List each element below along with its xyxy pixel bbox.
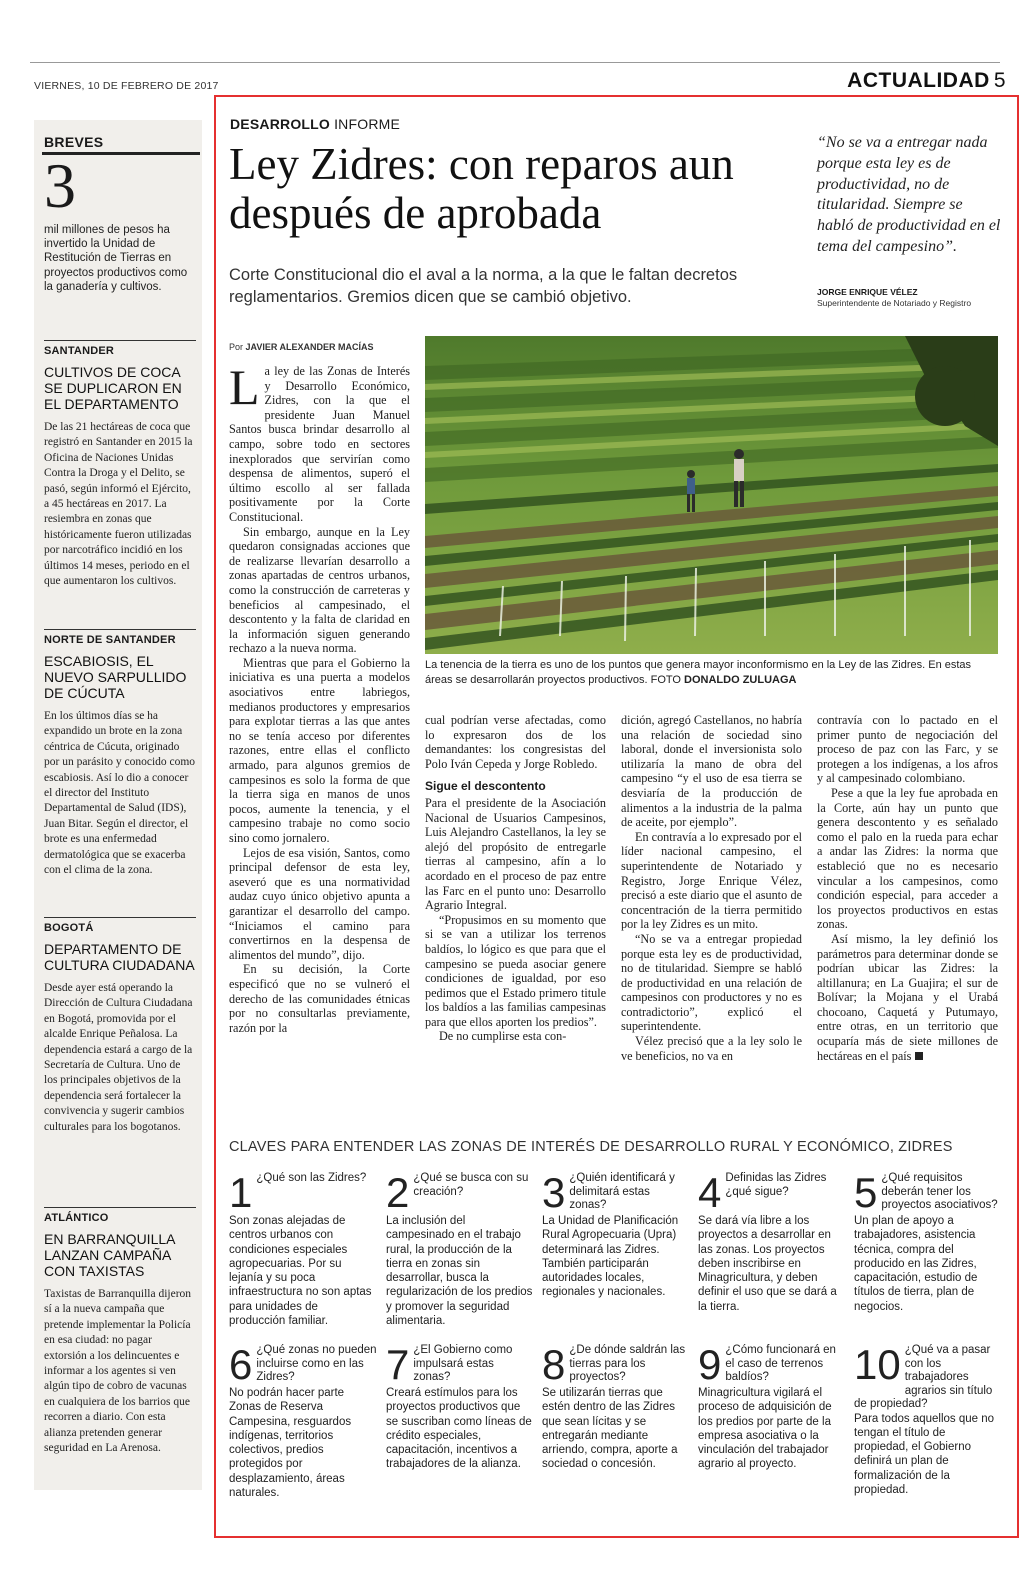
clave-item (542, 1341, 690, 1472)
brief-headline: DEPARTAMENTO DE CULTURA CIUDADANA (44, 941, 195, 973)
article-paragraph: Sin embargo, aunque en la Ley quedaron consignadas acciones que de realizarse llevarían desarrollo a zonas apartadas de centros urbanos, como la construcción de carreteras y beneficios al campesinado, el descontento y la falta de claridad en la información siguen generando rechazo a la nueva norma. (229, 524, 410, 656)
photo-credit-name: DONALDO ZULUAGA (684, 673, 797, 686)
end-mark-icon (915, 1052, 923, 1060)
clave-answer: La inclusión del campesinado en el trabajo rural, la producción de la tierra en zonas sin desarrollar, busca la regularización de los predios y promover la seguridad alimentaria. (386, 1215, 533, 1328)
article-column-1 (229, 359, 410, 1109)
clave-answer: Son zonas alejadas de centros urbanos con condiciones especiales agropecuarias. Por su lejanía y su poca infraestructura no son aptas para unidades de producción familiar. (229, 1215, 372, 1328)
dateline: VIERNES, 10 DE FEBRERO DE 2017 (34, 80, 219, 92)
article-subhead: Sigue el descontento (425, 779, 546, 794)
brief-item (44, 1207, 196, 1456)
clave-item (698, 1341, 846, 1472)
clave-item (229, 1341, 377, 1500)
photo-caption (425, 658, 998, 687)
article-paragraph: En su decisión, la Corte especificó que no se vulneró el derecho de las comunidades étnicas por no consultarlas previamente, razón por la (229, 962, 410, 1035)
clave-item (229, 1169, 377, 1328)
brief-item (44, 340, 196, 589)
clave-number: 3 (542, 1169, 566, 1216)
clave-answer: La Unidad de Planificación Rural Agropecuaria (Upra) determinará las Zidres. También participarán autoridades locales, regionales y nacionales. (542, 1215, 679, 1299)
article-paragraph: Mientras que para el Gobierno la iniciativa es una puerta a modelos asociativos entre labriegos, medianos productores y empresarios para explotar tierras a las que antes no se tenía acceso por diferentes razones, entre ellas el conflicto armado, para algunos gremios de campesinos es solo la forma de que la tierra siga en manos de unos pocos, aumente la tenencia, y el campesino trabaje no como socio sino como jornalero. (229, 655, 410, 845)
article-paragraph: Vélez precisó que a la ley solo le ve beneficios, no va en (621, 1034, 802, 1063)
pull-quote-title: Superintendente de Notariado y Registro (817, 298, 972, 308)
kicker-type: INFORME (334, 116, 401, 132)
article-paragraph: Pese a que la ley fue aprobada en la Corte, aún hay un punto que genera descontento y es señalado como el palo en la rueda para echar a andar las Zidres: la norma que estableció que no es necesario vincular a los campesinos, como condición especial, para acceder a los proyectos productivos en estas zonas. (817, 785, 998, 932)
briefs-column (34, 120, 202, 1490)
byline-name: JAVIER ALEXANDER MACÍAS (245, 342, 374, 352)
article-paragraph: Para el presidente de la Asociación Nacional de Usuarios Campesinos, Luis Alejandro Castellanos, la ley se alejó del propósito de entregarle tierras al campesino, afín a lo acordado en el proceso de paz entre las Farc en el punto uno: Desarrollo Agrario Integral. (425, 795, 606, 913)
clave-number: 7 (386, 1341, 410, 1388)
pull-quote: “No se va a entregar nada porque esta ley es de productividad, no de titularidad. Siempre se habló de productividad en el tema del campesino”. (817, 134, 1001, 255)
clave-number: 2 (386, 1169, 410, 1216)
claves-title: CLAVES PARA ENTENDER LAS ZONAS DE INTERÉS DE DESARROLLO RURAL Y ECONÓMICO, ZIDRES (229, 1139, 953, 1155)
brief-body: Desde ayer está operando la Dirección de Cultura Ciudadana en Bogotá, promovida por el alcalde Enrique Peñalosa. La dependencia estará a cargo de la Secretaría de Cultura. Uno de los principales objetivos de la dependencia será fortalecer la convivencia y sugerir cambios culturales para los bogotanos. (44, 982, 193, 1133)
brief-body: En los últimos días se ha expandido un brote en la zona céntrica de Cúcuta, originado por un parásito y conocido como escabiosis. Así lo dio a conocer el director del Instituto Departamental de Salud (IDS), Juan Bitar. Según el director, el brote es una enfermedad dermatológica que se exacerba con el clima de la zona. (44, 710, 196, 877)
brief-item (44, 917, 196, 1135)
brief-headline: CULTIVOS DE COCA SE DUPLICARON EN EL DEPARTAMENTO (44, 364, 182, 412)
drop-cap: L (229, 359, 260, 415)
photo-credit-label: FOTO (650, 673, 681, 686)
article-headline: Ley Zidres: con reparos aun después de aprobada (229, 139, 734, 238)
clave-question: ¿Qué zonas no pueden incluirse como en las Zidres? (256, 1344, 377, 1383)
clave-answer: Un plan de apoyo a trabajadores, asistencia técnica, compra del producido en las Zidres, capacitación, estudio de títulos de tierra, plan de negocios. (854, 1215, 978, 1313)
clave-number: 6 (229, 1341, 253, 1388)
clave-number: 4 (698, 1169, 722, 1216)
clave-question: ¿De dónde saldrán las tierras para los proyectos? (569, 1344, 686, 1383)
briefs-figure-text: mil millones de pesos ha invertido la Unidad de Restitución de Tierras en proyectos productivos como la ganadería y cultivos. (44, 224, 188, 293)
brief-region: ATLÁNTICO (44, 1207, 196, 1224)
clave-item (386, 1341, 534, 1472)
briefs-figure: 3 (44, 150, 76, 221)
brief-body: De las 21 hectáreas de coca que registró en Santander en 2015 la Oficina de Naciones Unidas Contra la Droga y el Delito, se pasó, según informó el Ejército, a 45 hectáreas en 2017. La resiembra en zonas que históricamente fueron utilizadas por narcotráfico incidió en los últimos 14 meses, periodo en el que aumentaron los cultivos. (44, 421, 193, 588)
brief-region: SANTANDER (44, 340, 196, 357)
clave-item (386, 1169, 534, 1328)
byline (229, 342, 374, 352)
clave-answer: No podrán hacer parte Zonas de Reserva Campesina, resguardos indígenas, territorios colectivos, predios protegidos por desplazamiento, áreas naturales. (229, 1387, 352, 1500)
clave-question: Definidas las Zidres ¿qué sigue? (725, 1172, 827, 1198)
article-paragraph: a ley de las Zonas de Interés y Desarrollo Económico, Zidres, con la que el presidente Juan Manuel Santos busca brindar desarrollo al campo, sobre todo en sectores inexplorados que servirían como despensa de alimentos, superó el último escollo al ser fallada positivamente por la Corte Constitucional. (229, 364, 410, 524)
briefs-title: BREVES (44, 134, 104, 150)
article-deck: Corte Constitucional dio el aval a la norma, a la que le faltan decretos reglamentarios. Gremios dicen que se cambió objetivo. (229, 266, 738, 306)
article-column-4 (817, 713, 998, 1108)
clave-answer: Se dará vía libre a los proyectos a desarrollar en las zonas. Los proyectos deben inscribirse en Minagricultura, y deben definir el uso que se dará a la tierra. (698, 1215, 837, 1313)
clave-question: ¿Cómo funcionará en el caso de terrenos baldíos? (725, 1344, 836, 1383)
clave-answer: Para todos aquellos que no tengan el título de propiedad, el Gobierno definirá un plan de formalización de la propiedad. (854, 1412, 995, 1496)
clave-question: ¿El Gobierno como impulsará estas zonas? (413, 1344, 513, 1383)
brief-region: NORTE DE SANTANDER (44, 629, 196, 646)
clave-answer: Minagricultura vigilará el proceso de adquisición de los predios por parte de la empresa asociativa o la vinculación del trabajador agrario al proyecto. (698, 1387, 832, 1471)
clave-number: 1 (229, 1169, 253, 1216)
kicker-section: DESARROLLO (230, 116, 330, 132)
clave-answer: Se utilizarán tierras que estén dentro de las Zidres que sean lícitas y se entregarán mediante arriendo, compra, aporte a sociedad o concesión. (542, 1387, 678, 1471)
section-header (847, 69, 1006, 93)
article-paragraph: dición, agregó Castellanos, no habría una relación de sociedad sino laboral, donde el inversionista solo utilizaría la mano de obra del campesino “y el uso de esa tierra se desviaría de la producción de alimentos a la industria de la palma de aceite, por ejemplo”. (621, 713, 802, 830)
brief-headline: ESCABIOSIS, EL NUEVO SARPULLIDO DE CÚCUTA (44, 653, 187, 701)
brief-region: BOGOTÁ (44, 917, 196, 934)
clave-number: 8 (542, 1341, 566, 1388)
article-paragraph: cual podrían verse afectadas, como lo expresaron dos de los demandantes: los congresistas del Polo Iván Cepeda y Jorge Robledo. (425, 713, 606, 771)
article-paragraph: contravía con lo pactado en el primer punto de negociación del proceso de paz con las Farc, y se protegen a los indígenas, a los afros y al campesinado colombiano. (817, 713, 998, 786)
article-paragraph: De no cumplirse esta con- (439, 1029, 567, 1044)
article-column-2 (425, 713, 606, 1108)
section-name: ACTUALIDAD (847, 69, 990, 92)
pull-quote-name: JORGE ENRIQUE VÉLEZ (817, 287, 918, 297)
brief-item (44, 629, 196, 878)
clave-question: ¿Quién identificará y delimitará estas zonas? (569, 1172, 675, 1211)
article-kicker (230, 116, 400, 132)
clave-item (854, 1169, 1002, 1314)
clave-question: ¿Qué va a pasar con los trabajadores agrarios sin título de propiedad? (854, 1344, 993, 1410)
clave-answer: Creará estímulos para los proyectos productivos que se suscriban como líneas de crédito especiales, capacitación, incentivos a trabajadores de la alianza. (386, 1387, 532, 1471)
article-paragraph: Lejos de esa visión, Santos, como principal defensor de esta ley, aseveró que es una normatividad audaz cuyo único objetivo apunta a garantizar el desarrollo del campo. “Iniciamos el camino para convertirnos en la despensa de alimentos del mundo”, dijo. (229, 845, 410, 962)
clave-number: 10 (854, 1341, 901, 1388)
byline-prefix: Por (229, 342, 244, 352)
clave-item (854, 1341, 1002, 1497)
clave-question: ¿Qué son las Zidres? (256, 1172, 367, 1184)
article-column-3 (621, 713, 802, 1108)
article-paragraph: Así mismo, la ley definió los parámetros para determinar donde se podrían ubicar las Zidres: la altillanura; en La Guajira; el sur de Bolívar; la Mojana y el Urabá chocoano, Caquetá y Putumayo, entre otras, en un territorio que ocuparía más de siete millones de hectáreas en el país (817, 931, 998, 1063)
article-paragraph: En contravía a lo expresado por el líder nacional campesino, el superintendente de Notariado y Registro, Jorge Enrique Vélez, precisó a este diario que el asunto de concentración de la tierra permitido por la ley Zidres es un mito. (621, 829, 802, 932)
article-photo (425, 336, 998, 654)
caption-text: La tenencia de la tierra es uno de los puntos que genera mayor inconformismo en la Ley de las Zidres. En estas áreas se desarrollarán proyectos productivos. (425, 659, 972, 686)
clave-number: 5 (854, 1169, 878, 1216)
clave-question: ¿Qué requisitos deberán tener los proyectos asociativos? (881, 1172, 998, 1211)
article-paragraph: “Propusimos en su momento que si se van a utilizar los terrenos baldíos, lo lógico es que para que el campesino se pueda asociar genere condiciones de igualdad, por eso pedimos que el Estado primero titule los baldíos a las familias campesinas para que ellos aporten los predios”. (425, 912, 606, 1029)
clave-item (698, 1169, 846, 1314)
clave-number: 9 (698, 1341, 722, 1388)
brief-headline: EN BARRANQUILLA LANZAN CAMPAÑA CON TAXISTAS (44, 1231, 175, 1279)
brief-body: Taxistas de Barranquilla dijeron sí a la nueva campaña que pretende implementar la Policía en esa ciudad: no pagar extorsión a los delincuentes e informar a los agentes si ven algún tipo de cobro de vacunas en cualquiera de los barrios que recorren a diario. Con esta alianza pretenden generar seguridad en La Arenosa. (44, 1288, 192, 1455)
top-rule (30, 62, 1000, 63)
page-number: 5 (993, 69, 1006, 92)
clave-question: ¿Qué se busca con su creación? (413, 1172, 529, 1198)
clave-item (542, 1169, 690, 1300)
article-paragraph: “No se va a entregar propiedad porque esta ley es de productividad, no de titularidad. Siempre se habló de productividad en una relación de campesinos con productores y no es contradictorio”, explicó el superintendente. (621, 931, 802, 1034)
